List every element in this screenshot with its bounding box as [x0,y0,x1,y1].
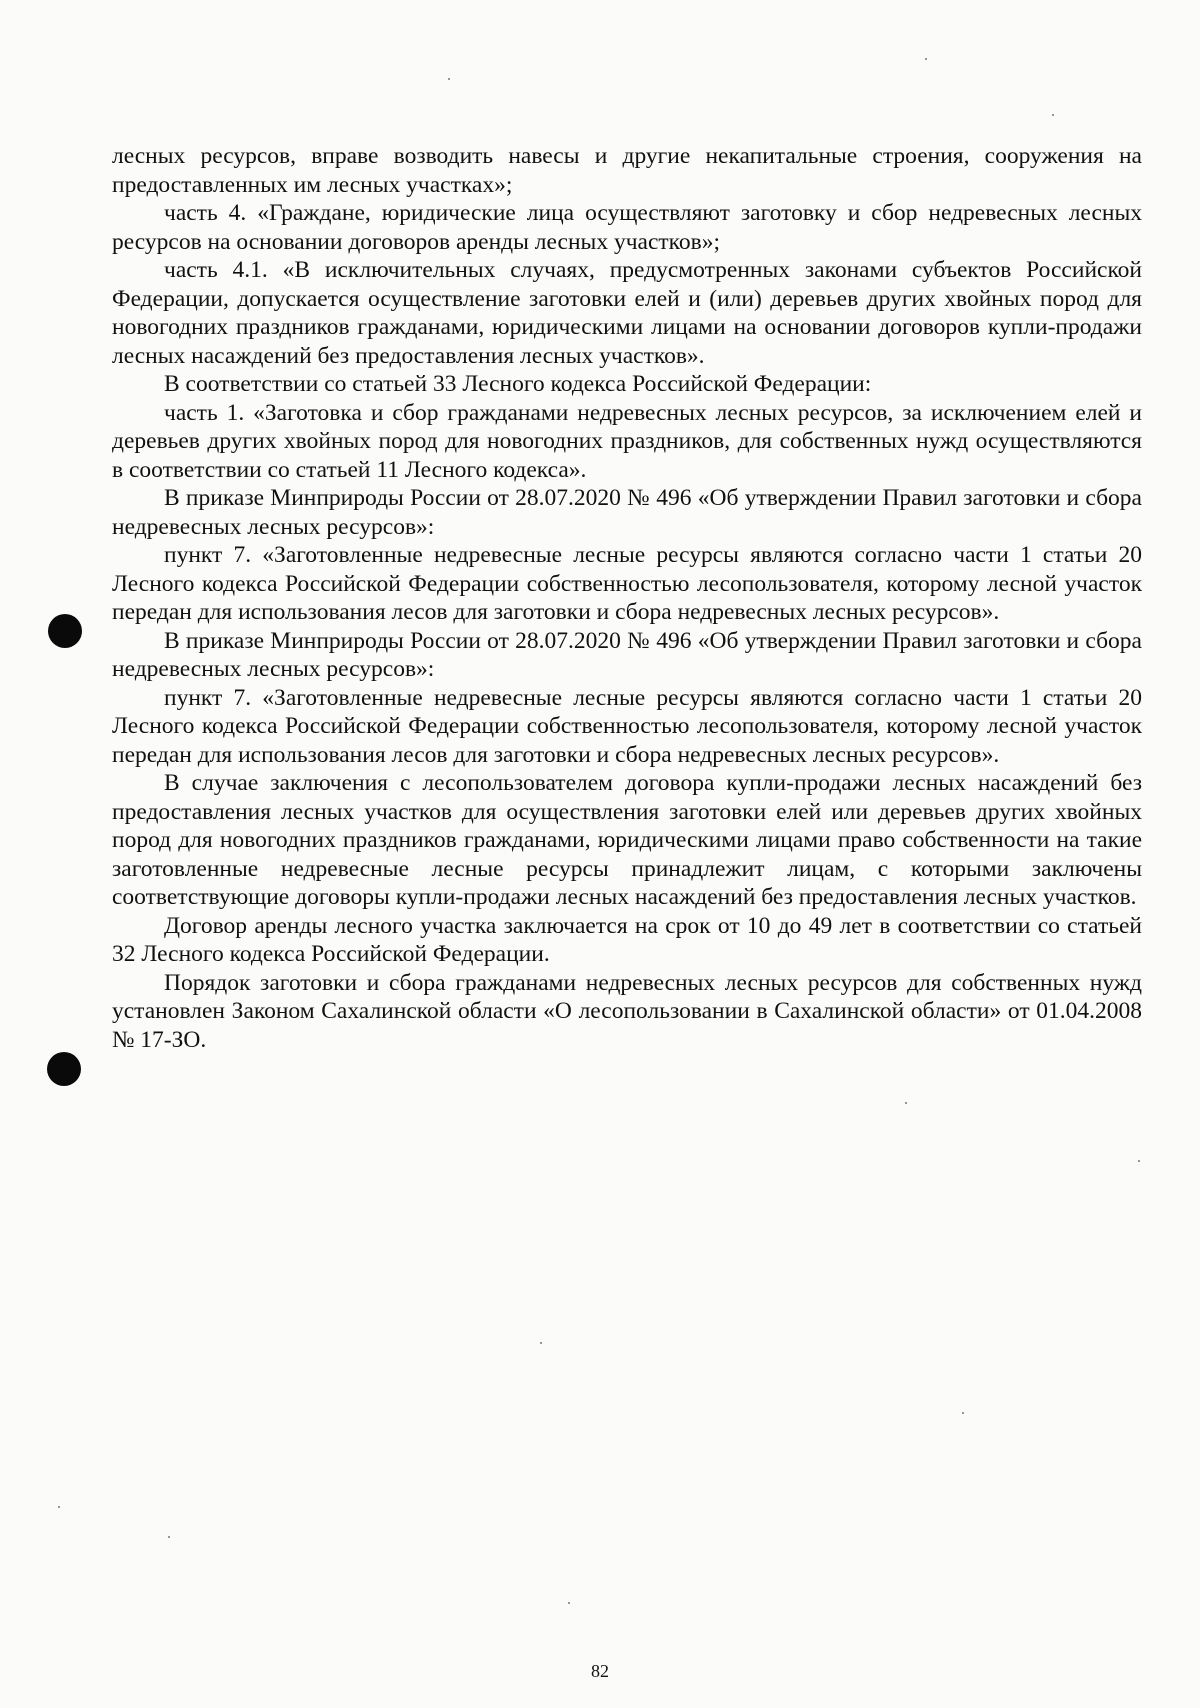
paragraph: Договор аренды лесного участка заключается на срок от 10 до 49 лет в соответствии со статьей 32 Лесного кодекса Российской Федерации. [112,912,1142,967]
punch-hole-mark [48,614,82,648]
paragraph: В приказе Минприроды России от 28.07.2020 № 496 «Об утверждении Правил заготовки и сбора недревесных лесных ресурсов»: [112,485,1142,540]
paragraph: лесных ресурсов, вправе возводить навесы и другие некапитальные строения, сооружения на предоставленных им лесных участках»; [112,143,1142,198]
scan-speck [925,58,927,60]
paragraph: пункт 7. «Заготовленные недревесные лесные ресурсы являются согласно части 1 статьи 20 Лесного кодекса Российской Федерации собственностью лесопользователя, которому лесной участок передан для использования лесов для заготовки и сбора недревесных лесных ресурсов». [112,542,1142,625]
paragraph: пункт 7. «Заготовленные недревесные лесные ресурсы являются согласно части 1 статьи 20 Лесного кодекса Российской Федерации собственностью лесопользователя, которому лесной участок передан для использования лесов для заготовки и сбора недревесных лесных ресурсов». [112,684,1142,768]
scan-speck [905,1102,907,1104]
paragraph: Порядок заготовки и сбора гражданами недревесных лесных ресурсов для собственных нужд установлен Законом Сахалинской области «О лесопользовании в Сахалинской области» от 01.04.2008 № 17-ЗО. [112,969,1142,1053]
scan-speck [540,1342,542,1344]
paragraph: В случае заключения с лесопользователем договора купли-продажи лесных насаждений без предоставления лесных участков для осуществления заготовки елей или деревьев других хвойных пород для новогодних праздников гражданами, юридическими лицами право собственности на такие заготовленные недревесные лесные ресурсы принадлежит лицам, с которыми заключены соответствующие договоры купли-продажи лесных насаждений без предоставления лесных участков. [112,770,1142,910]
punch-hole-mark [47,1052,81,1086]
paragraph: часть 4. «Граждане, юридические лица осуществляют заготовку и сбор недревесных лесных ресурсов на основании договоров аренды лесных участков»; [112,200,1142,255]
scan-speck [568,1602,570,1604]
body-text [112,142,1142,1054]
paragraph: В соответствии со статьей 33 Лесного кодекса Российской Федерации: [164,371,872,397]
scan-speck [448,78,450,80]
paragraph: В приказе Минприроды России от 28.07.2020 № 496 «Об утверждении Правил заготовки и сбора недревесных лесных ресурсов»: [112,627,1142,682]
scan-speck [1052,114,1054,116]
page-number: 82 [591,1661,609,1681]
scan-speck [58,1506,60,1508]
paragraph: часть 4.1. «В исключительных случаях, предусмотренных законами субъектов Российской Федерации, допускается осуществление заготовки елей и (или) деревьев других хвойных пород для новогодних праздников гражданами, юридическими лицами на основании договоров купли-продажи лесных насаждений без предоставления лесных участков». [112,257,1142,369]
paragraph: часть 1. «Заготовка и сбор гражданами недревесных лесных ресурсов, за исключением елей и деревьев других хвойных пород для новогодних праздников, для собственных нужд осуществляются в соответствии со статьей 11 Лесного кодекса». [112,399,1142,483]
scan-speck [962,1412,964,1414]
scan-speck [1138,1160,1140,1162]
scan-speck [168,1536,170,1538]
